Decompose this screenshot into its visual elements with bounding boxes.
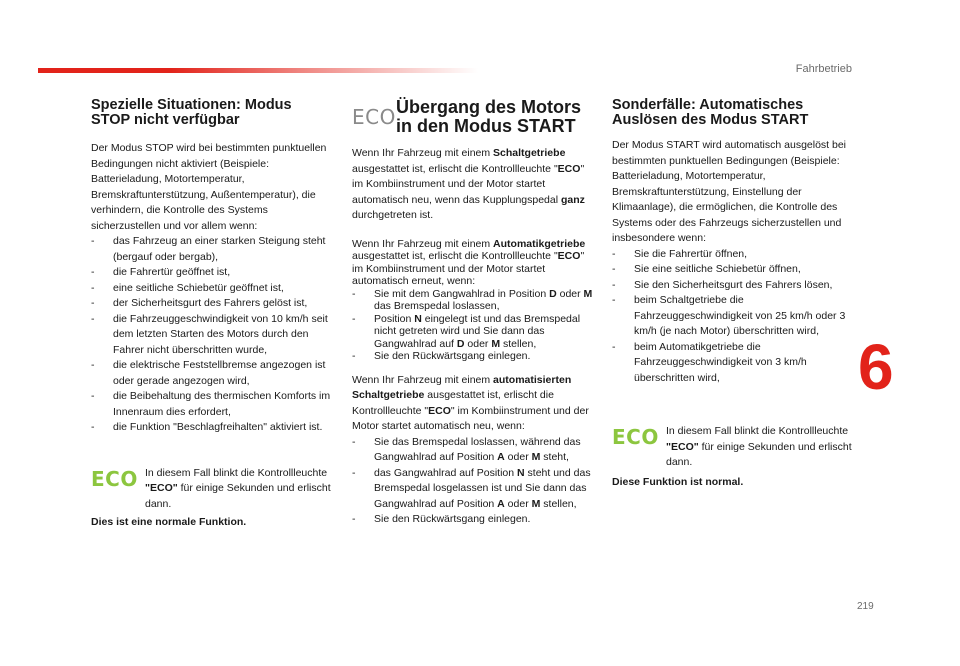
column-start-transition	[352, 98, 595, 528]
condition-list	[91, 234, 334, 436]
section-heading	[612, 98, 855, 128]
automated-gearbox-paragraph: Wenn Ihr Fahrzeug mit einem automatisierten Schaltgetriebe ausgestattet ist, erlischt die Kontrollleuchte "ECO" im Kombiinstrument und der Motor startet automatisch neu, wenn:	[352, 373, 589, 432]
list-item: - beim Automatikgetriebe die Fahrzeuggeschwindigkeit von 3 km/h überschritten wird,	[612, 340, 855, 387]
section-heading	[91, 98, 334, 128]
intro-paragraph: Der Modus STOP wird bei bestimmten punktuellen Bedingungen nicht aktiviert (Beispiele: Batterieladung, Motortemperatur, Bremskraftunterstützung, Außentemperatur), die verhindern, die Kontrolle des Systems sicherzustellen und vor allem wenn:	[91, 142, 327, 232]
list-item: - die elektrische Feststellbremse angezogen ist oder gerade angezogen wird,	[91, 358, 334, 389]
list-item: - Sie den Rückwärtsgang einlegen.	[352, 350, 595, 363]
list-item: - eine seitliche Schiebetür geöffnet ist,	[91, 281, 334, 297]
automatic-gearbox-block	[352, 238, 595, 363]
header-accent-bar	[38, 68, 478, 73]
section-heading	[352, 98, 595, 136]
main-heading	[396, 98, 581, 136]
automated-gearbox-block	[352, 373, 595, 528]
list-item: - die Fahrertür geöffnet ist,	[91, 265, 334, 281]
condition-list	[352, 288, 595, 363]
column-automatic-start	[612, 98, 855, 490]
list-item: - die Fahrzeuggeschwindigkeit von 10 km/h seit dem letzten Starten des Motors durch den Fahrer nicht überschritten wurde,	[91, 312, 334, 359]
eco-icon: ECO	[352, 105, 396, 129]
condition-list	[352, 435, 595, 528]
list-item: - Sie eine seitliche Schiebetür öffnen,	[612, 262, 855, 278]
section-title: Fahrbetrieb	[795, 63, 852, 75]
page-number: 219	[857, 601, 874, 612]
list-item: - das Gangwahlrad auf Position N steht und das Bremspedal losgelassen ist und Sie dann das Gangwahlrad auf Position A oder M stellen,	[352, 466, 595, 513]
closing-statement: Diese Funktion ist normal.	[612, 475, 744, 488]
heading-line: Übergang des Motors	[396, 97, 582, 117]
list-item: - Sie die Fahrertür öffnen,	[612, 247, 855, 263]
list-item: - die Beibehaltung des thermischen Komforts im Innenraum dies erfordert,	[91, 389, 334, 420]
eco-warning-icon: ECO	[91, 466, 138, 491]
list-item: - das Fahrzeug an einer starken Steigung steht (bergauf oder bergab),	[91, 234, 334, 265]
condition-list	[612, 247, 855, 387]
heading-line: Auslösen des Modus START	[612, 112, 809, 128]
heading-line: Sonderfälle: Automatisches	[612, 97, 804, 113]
intro-paragraph: Der Modus START wird automatisch ausgelöst bei bestimmten punktuellen Bedingungen (Beispiele: Batterieladung, Motortemperatur, Bremskraftunterstützung, Einstellung der Klimaanlage), die ermöglichen, die Kontrolle des Systems oder des Fahrzeugs sicherzustellen und insbesondere wenn:	[612, 139, 847, 244]
list-item: - beim Schaltgetriebe die Fahrzeuggeschwindigkeit von 25 km/h oder 3 km/h (je nach Motor) überschritten wird,	[612, 293, 855, 340]
heading-line: Spezielle Situationen: Modus	[91, 97, 292, 113]
list-item: - der Sicherheitsgurt des Fahrers gelöst ist,	[91, 296, 334, 312]
note-text: In diesem Fall blinkt die Kontrollleuchte "ECO" für einige Sekunden und erlischt dann.	[145, 466, 331, 510]
list-item: - Sie mit dem Gangwahlrad in Position D oder M das Bremspedal loslassen,	[352, 288, 595, 313]
list-item: - Sie den Rückwärtsgang einlegen.	[352, 512, 595, 528]
eco-note	[91, 466, 334, 513]
eco-note	[612, 424, 855, 471]
closing-statement: Dies ist eine normale Funktion.	[91, 516, 247, 528]
list-item: - Sie den Sicherheitsgurt des Fahrers lösen,	[612, 278, 855, 294]
list-item: - die Funktion "Beschlagfreihalten" aktiviert ist.	[91, 420, 334, 436]
list-item: - Sie das Bremspedal loslassen, während das Gangwahlrad auf Position A oder M steht,	[352, 435, 595, 466]
note-text: In diesem Fall blinkt die Kontrollleuchte "ECO" für einige Sekunden und erlischt dann.	[666, 425, 852, 468]
list-item: - Position N eingelegt ist und das Bremspedal nicht getreten wird und Sie dann das Gangwahlrad auf D oder M stellen,	[352, 313, 595, 351]
column-stop-unavailable	[91, 98, 334, 531]
heading-line: in den Modus START	[396, 116, 576, 136]
automatic-gearbox-paragraph: Wenn Ihr Fahrzeug mit einem Automatikgetriebe ausgestattet ist, erlischt die Kontrollleuchte "ECO" im Kombiinstrument und der Motor startet automatisch erneut, wenn:	[352, 237, 586, 287]
heading-line: STOP nicht verfügbar	[91, 112, 240, 128]
eco-warning-icon: ECO	[612, 425, 659, 449]
chapter-number: 6	[858, 331, 894, 403]
manual-gearbox-paragraph: Wenn Ihr Fahrzeug mit einem Schaltgetriebe ausgestattet ist, erlischt die Kontrollleuchte "ECO" im Kombiinstrument und der Motor startet automatisch neu, wenn das Kupplungspedal ganz durchgetreten ist.	[352, 147, 585, 221]
